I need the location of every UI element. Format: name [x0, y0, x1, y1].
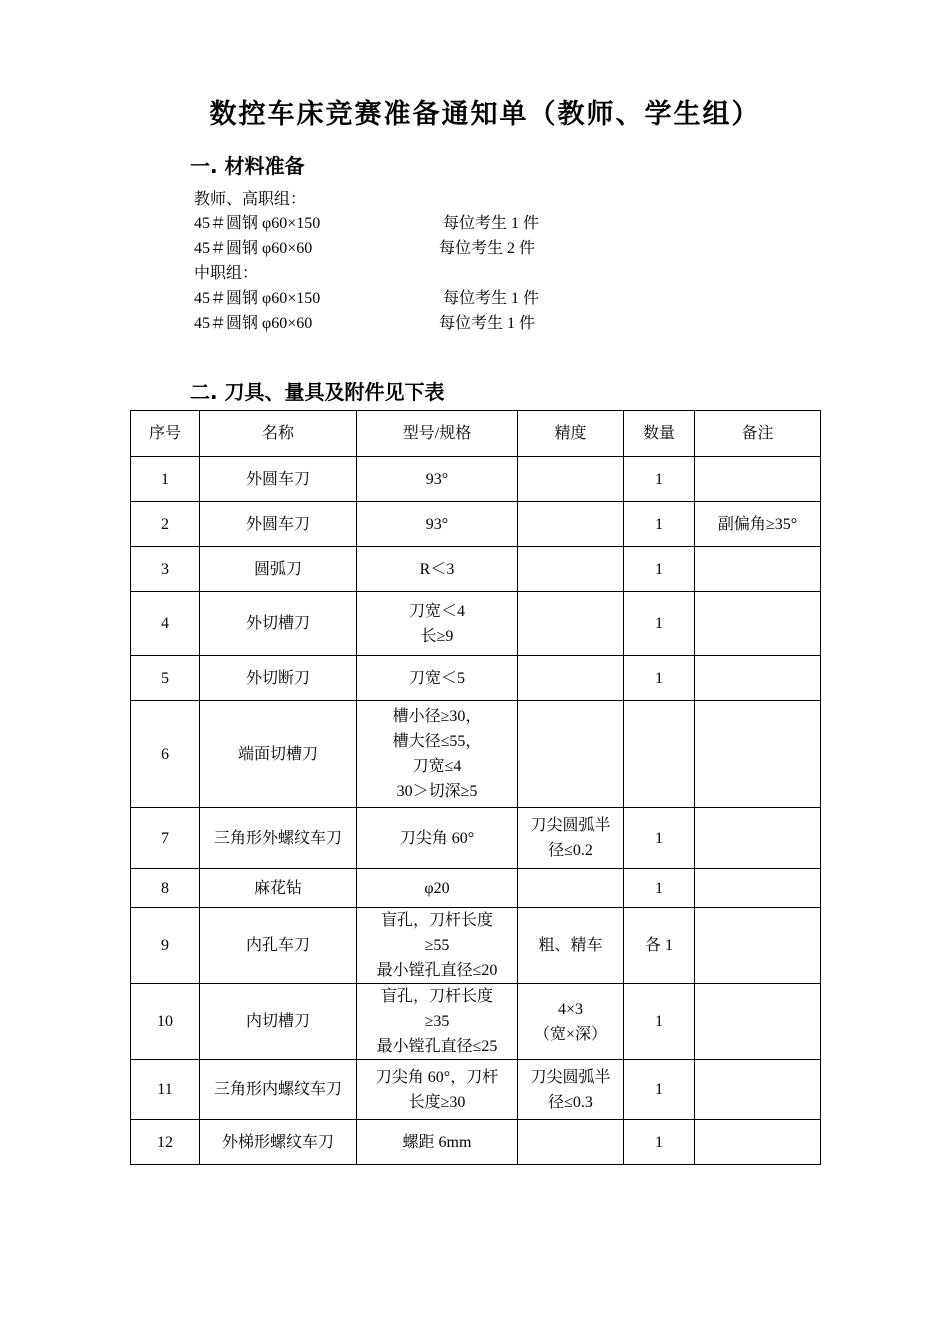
column-header: 备注: [695, 411, 821, 457]
table-cell: [518, 502, 624, 547]
column-header: 序号: [131, 411, 200, 457]
table-cell: 刀尖角 60°，刀杆 长度≥30: [357, 1060, 518, 1120]
table-cell: [695, 457, 821, 502]
table-cell: [695, 592, 821, 656]
table-cell: 1: [624, 502, 695, 547]
column-header: 名称: [200, 411, 357, 457]
table-cell: 10: [131, 984, 200, 1060]
table-cell: 三角形外螺纹车刀: [200, 808, 357, 869]
table-cell: 刀尖圆弧半 径≤0.2: [518, 808, 624, 869]
table-cell: 1: [624, 869, 695, 908]
material-quantity: 每位考生 1 件: [443, 215, 540, 232]
material-quantity: 每位考生 1 件: [439, 315, 536, 332]
table-cell: 外圆车刀: [200, 502, 357, 547]
table-cell: [518, 656, 624, 701]
section-heading-materials: 一. 材料准备: [190, 154, 305, 178]
table-cell: [695, 908, 821, 984]
table-cell: [695, 869, 821, 908]
table-cell: 11: [131, 1060, 200, 1120]
table-row: [131, 984, 821, 1060]
table-cell: 8: [131, 869, 200, 908]
table-row: [131, 502, 821, 547]
table-cell: 2: [131, 502, 200, 547]
table-cell: 93°: [357, 457, 518, 502]
table-cell: [695, 1060, 821, 1120]
table-header-row: [131, 411, 821, 457]
column-header: 数量: [624, 411, 695, 457]
table-cell: 盲孔，刀杆长度 ≥35 最小镗孔直径≤25: [357, 984, 518, 1060]
table-row: [131, 656, 821, 701]
table-row: [131, 908, 821, 984]
material-quantity: 每位考生 2 件: [439, 240, 536, 257]
table-cell: 1: [624, 547, 695, 592]
table-cell: [695, 656, 821, 701]
table-cell: 1: [624, 984, 695, 1060]
table-cell: 麻花钻: [200, 869, 357, 908]
table-cell: 1: [624, 457, 695, 502]
table-row: [131, 869, 821, 908]
table-row: [131, 547, 821, 592]
table-cell: 刀尖角 60°: [357, 808, 518, 869]
table-cell: 9: [131, 908, 200, 984]
table-row: [131, 701, 821, 808]
table-cell: [695, 701, 821, 808]
table-cell: 外圆车刀: [200, 457, 357, 502]
table-cell: R＜3: [357, 547, 518, 592]
table-cell: 圆弧刀: [200, 547, 357, 592]
table-cell: 刀宽＜5: [357, 656, 518, 701]
table-cell: 1: [624, 808, 695, 869]
table-cell: 93°: [357, 502, 518, 547]
table-cell: 粗、精车: [518, 908, 624, 984]
table-cell: 内孔车刀: [200, 908, 357, 984]
table-row: [131, 1120, 821, 1165]
material-quantity: 每位考生 1 件: [443, 290, 540, 307]
table-cell: 副偏角≥35°: [695, 502, 821, 547]
table-cell: 3: [131, 547, 200, 592]
table-cell: φ20: [357, 869, 518, 908]
table-cell: 1: [624, 1060, 695, 1120]
table-cell: [518, 547, 624, 592]
table-cell: 4×3 （宽×深）: [518, 984, 624, 1060]
table-cell: 刀尖圆弧半 径≤0.3: [518, 1060, 624, 1120]
table-cell: 5: [131, 656, 200, 701]
table-row: [131, 457, 821, 502]
table-cell: [695, 1120, 821, 1165]
table-cell: [695, 547, 821, 592]
table-cell: [624, 701, 695, 808]
table-cell: 7: [131, 808, 200, 869]
column-header: 型号/规格: [357, 411, 518, 457]
column-header: 精度: [518, 411, 624, 457]
table-row: [131, 592, 821, 656]
material-spec: 45＃圆钢 φ60×150: [194, 215, 321, 232]
material-spec: 45＃圆钢 φ60×60: [194, 315, 313, 332]
table-cell: 外切槽刀: [200, 592, 357, 656]
table-cell: 1: [624, 656, 695, 701]
table-cell: [518, 592, 624, 656]
table-cell: 内切槽刀: [200, 984, 357, 1060]
table-cell: [518, 457, 624, 502]
table-cell: 外切断刀: [200, 656, 357, 701]
table-cell: 端面切槽刀: [200, 701, 357, 808]
table-cell: [518, 701, 624, 808]
table-row: [131, 808, 821, 869]
table-cell: [518, 1120, 624, 1165]
document-title: 数控车床竞赛准备通知单（教师、学生组）: [209, 99, 761, 130]
table-row: [131, 1060, 821, 1120]
material-group-label: 中职组：: [194, 265, 259, 282]
table-cell: [695, 984, 821, 1060]
table-cell: [695, 808, 821, 869]
tools-table: [130, 410, 821, 1165]
material-spec: 45＃圆钢 φ60×150: [194, 290, 321, 307]
table-cell: 12: [131, 1120, 200, 1165]
table-cell: 刀宽＜4 长≥9: [357, 592, 518, 656]
table-cell: 螺距 6mm: [357, 1120, 518, 1165]
table-cell: 槽小径≥30， 槽大径≤55， 刀宽≤4 30＞切深≥5: [357, 701, 518, 808]
table-cell: 各 1: [624, 908, 695, 984]
table-cell: 4: [131, 592, 200, 656]
material-group-label: 教师、高职组：: [194, 191, 307, 208]
table-cell: 外梯形螺纹车刀: [200, 1120, 357, 1165]
table-cell: [518, 869, 624, 908]
table-cell: 1: [624, 592, 695, 656]
table-cell: 盲孔，刀杆长度 ≥55 最小镗孔直径≤20: [357, 908, 518, 984]
material-spec: 45＃圆钢 φ60×60: [194, 240, 313, 257]
table-cell: 三角形内螺纹车刀: [200, 1060, 357, 1120]
table-cell: 1: [131, 457, 200, 502]
table-cell: 6: [131, 701, 200, 808]
section-heading-tools: 二. 刀具、量具及附件见下表: [190, 380, 445, 404]
table-cell: 1: [624, 1120, 695, 1165]
